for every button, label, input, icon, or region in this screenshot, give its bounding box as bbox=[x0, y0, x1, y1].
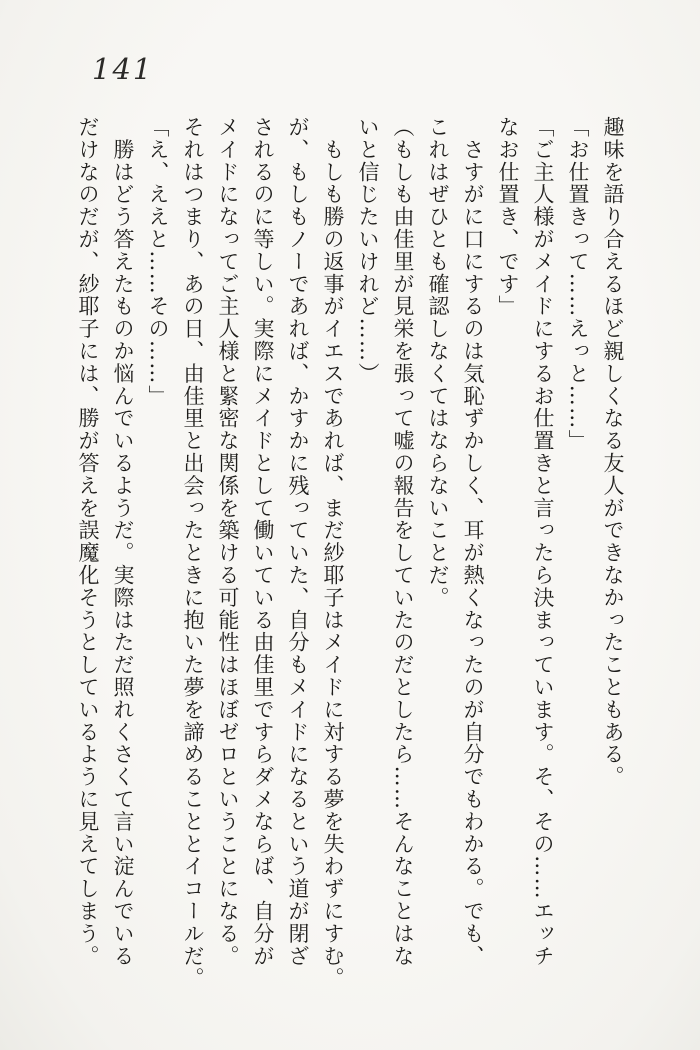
text-line: メイドになってご主人様と緊密な関係を築ける可能性はほぼゼロということになる。 bbox=[216, 116, 240, 968]
text-line: もしも勝の返事がイエスであれば、まだ紗耶子はメイドに対する夢を失わずにすむ。 bbox=[321, 116, 345, 990]
page-number: 141 bbox=[92, 52, 154, 86]
text-line: さすがに口にするのは気恥ずかしく、耳が熱くなったのが自分でもわかる。でも、 bbox=[461, 116, 485, 968]
text-line: が、もしもノーであれば、かすかに残っていた、自分もメイドになるという道が閉ざ bbox=[286, 116, 310, 968]
text-line: 「え、ええと……その……」 bbox=[146, 116, 170, 408]
text-line: 勝はどう答えたものか悩んでいるようだ。実際はただ照れくさくて言い淀んでいる bbox=[111, 116, 135, 968]
text-line: これはぜひとも確認しなくてはならないことだ。 bbox=[426, 116, 450, 609]
text-line: いと信じたいけれど……） bbox=[356, 116, 380, 385]
text-line: （もしも由佳里が見栄を張って嘘の報告をしていたのだとしたら……そんなことはな bbox=[391, 116, 415, 968]
text-line: されるのに等しい。実際にメイドとして働いている由佳里ですらダメならば、自分が bbox=[251, 116, 275, 968]
text-line: だけなのだが、紗耶子には、勝が答えを誤魔化そうとしているように見えてしまう。 bbox=[76, 116, 100, 968]
page-text bbox=[70, 116, 630, 990]
text-line: 「ご主人様がメイドにするお仕置きと言ったら決まっています。そ、その……エッチ bbox=[531, 116, 555, 968]
text-line: なお仕置き、です」 bbox=[496, 116, 520, 318]
text-line: 趣味を語り合えるほど親しくなる友人ができなかったこともある。 bbox=[601, 116, 625, 788]
text-line: 「お仕置きって……えっと……」 bbox=[566, 116, 590, 452]
text-line: それはつまり、あの日、由佳里と出会ったときに抱いた夢を諦めることとイコールだ。 bbox=[181, 116, 205, 990]
